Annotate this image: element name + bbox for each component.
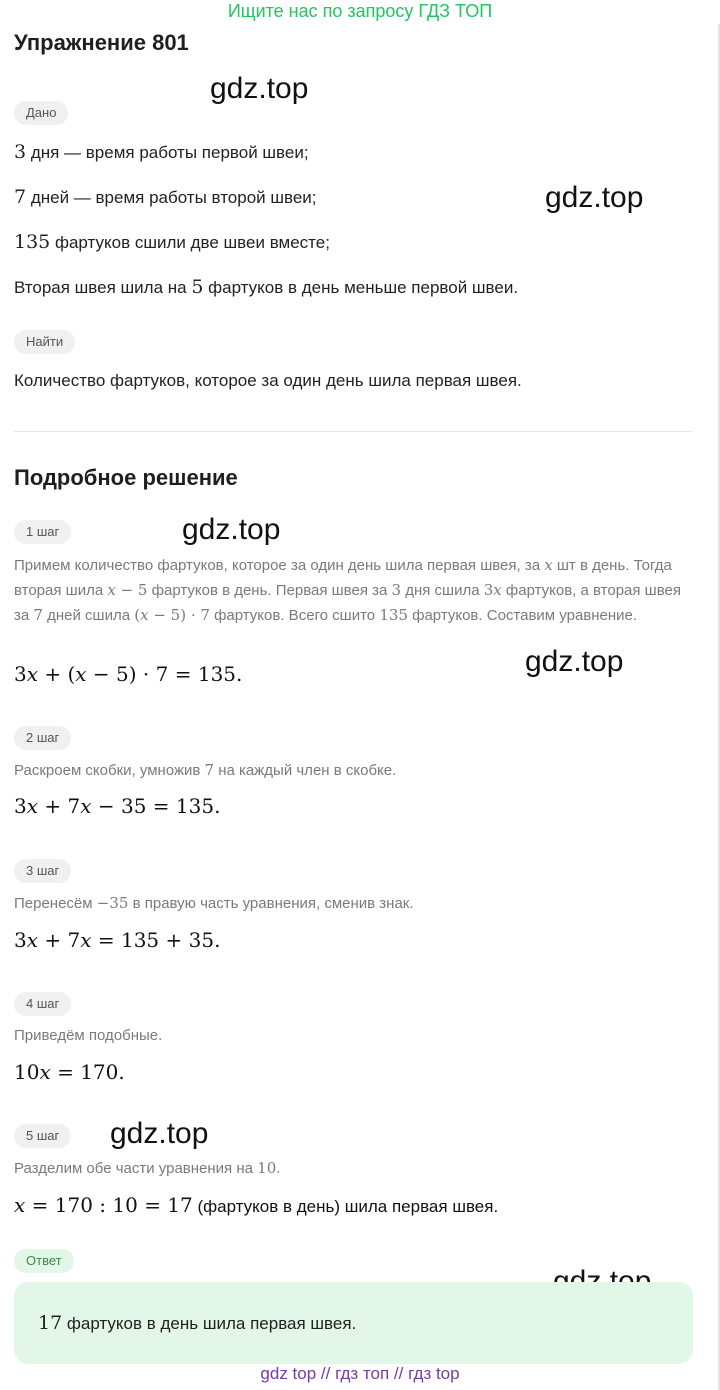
answer-chip: Ответ [14,1249,74,1273]
given-text: Вторая швея шила на [14,278,192,297]
given-text: дня — время работы первой швеи; [26,143,309,162]
find-chip: Найти [14,330,75,354]
step-equation: 3x + 7x = 135 + 35. [14,928,221,952]
solution-title: Подробное решение [14,465,238,490]
step-equation: 3x + (x − 5) · 7 = 135. [14,662,243,686]
footer-links[interactable]: gdz top // гдз топ // гдз top [260,1364,460,1383]
step-chip: 5 шаг [14,1124,71,1148]
step-equation: 3x + 7x − 35 = 135. [14,794,221,818]
given-text: дней — время работы второй швеи; [26,188,317,207]
answer-text [38,1312,356,1334]
step-text: Раскроем скобки, умножив 7 на каждый член в скобке. [14,761,397,779]
step-text: Разделим обе части уравнения на 10. [14,1159,281,1177]
step-equation: 10x = 170. [14,1060,125,1084]
given-number: 3 [14,141,27,163]
given-chip: Дано [14,101,68,125]
step-text: Перенесём −35 в правую часть уравнения, сменив знак. [14,894,414,912]
step-text: Примем количество фартуков, которое за один день шила первая швея, за x шт в день. Тогда вторая шила x − 5 фартуков в день. Первая швея за 3 дня сшила 3x фартуков, а вторая швея за 7 дней сшила (x − 5) · 7 фартуков. Всего сшито 135 фартуков. Составим уравнение. [14,556,681,624]
watermark: gdz.top [210,72,309,105]
find-text: Количество фартуков, которое за один день шила первая швея. [14,371,522,390]
exercise-title: Упражнение 801 [14,30,189,55]
step-chip: 4 шаг [14,992,71,1016]
top-banner[interactable]: Ищите нас по запросу ГДЗ ТОП [227,1,493,21]
given-line [14,141,309,163]
step-text: Приведём подобные. [14,1027,163,1044]
given-number: 7 [14,186,27,208]
watermark: gdz.top [545,181,644,214]
answer-number: 17 [38,1312,63,1334]
step-chip: 2 шаг [14,726,71,750]
answer-box [14,1282,693,1364]
step-equation [14,1193,498,1217]
given-number: 135 [14,231,51,253]
given-line [14,231,330,253]
answer-label: фартуков в день шила первая швея. [62,1314,357,1333]
watermark: gdz.top [110,1117,209,1150]
given-text: фартуков сшили две швеи вместе; [50,233,330,252]
step-chip: 1 шаг [14,520,71,544]
equation-math: x = 170 : 10 = 17 [14,1193,193,1217]
equation-suffix: (фартуков в день) шила первая швея. [192,1197,499,1216]
given-line [14,186,317,208]
given-line [14,276,518,298]
watermark: gdz.top [525,645,624,678]
given-number: 5 [191,276,204,298]
watermark: gdz.top [182,513,281,546]
given-text: фартуков в день меньше первой швеи. [203,278,519,297]
step-chip: 3 шаг [14,859,71,883]
divider [14,431,692,432]
